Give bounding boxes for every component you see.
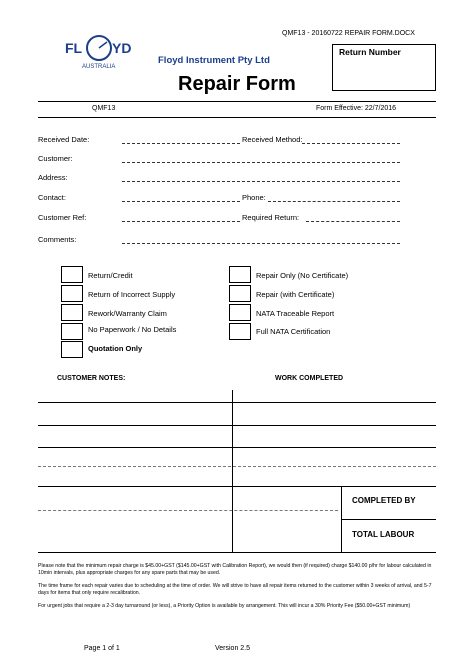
notes-row-line (38, 486, 436, 487)
return-number-label: Return Number (339, 47, 401, 57)
checkbox-no-paperwork[interactable] (61, 323, 83, 340)
comments-label: Comments: (38, 235, 77, 244)
comments-field[interactable] (122, 243, 400, 244)
page-number: Page 1 of 1 (84, 645, 120, 652)
page-title: Repair Form (178, 73, 296, 95)
received-method-label: Received Method: (242, 135, 303, 144)
option-incorrect-supply: Return of Incorrect Supply (88, 290, 176, 299)
checkbox-quotation-only[interactable] (61, 341, 83, 358)
svg-text:FL: FL (65, 40, 83, 56)
company-name: Floyd Instrument Pty Ltd (158, 55, 270, 66)
notes-row-line (38, 425, 436, 426)
checkbox-return-credit[interactable] (61, 266, 83, 283)
required-return-label: Required Return: (242, 213, 300, 222)
customer-field[interactable] (122, 162, 400, 163)
notes-row-line (38, 402, 436, 403)
received-date-field[interactable] (122, 143, 240, 144)
option-no-paperwork: No Paperwork / No Details (88, 325, 177, 334)
checkbox-incorrect-supply[interactable] (61, 285, 83, 302)
form-effective: Form Effective: 22/7/2016 (316, 105, 397, 112)
checkbox-rework-warranty[interactable] (61, 304, 83, 321)
work-completed-heading: WORK COMPLETED (275, 375, 344, 382)
checkbox-full-nata[interactable] (229, 323, 251, 340)
version: Version 2.5 (215, 645, 251, 652)
option-rework-warranty: Rework/Warranty Claim (88, 309, 167, 318)
total-labour-label: TOTAL LABOUR (352, 530, 415, 539)
required-return-field[interactable] (306, 221, 400, 222)
svg-text:AUSTRALIA: AUSTRALIA (82, 64, 116, 70)
notes-table-bottom (38, 552, 436, 553)
completed-by-label: COMPLETED BY (352, 496, 416, 505)
option-repair-with-cert: Repair (with Certificate) (256, 290, 335, 299)
contact-field[interactable] (122, 201, 240, 202)
address-label: Address: (38, 173, 68, 182)
customer-notes-heading: CUSTOMER NOTES: (57, 375, 126, 382)
customer-label: Customer: (38, 154, 73, 163)
return-number-box[interactable] (332, 44, 436, 91)
footer-note-priority: For urgent jobs that require a 2-3 day turnaround (or less), a Priority Option is available by arrangement. This will incur a 30% Priority Fee ($50.00+GST minimum) (38, 603, 411, 609)
checkbox-nata-traceable[interactable] (229, 304, 251, 321)
phone-label: Phone: (242, 193, 266, 202)
option-repair-only: Repair Only (No Certificate) (256, 271, 349, 280)
file-name: QMF13 - 20160722 REPAIR FORM.DOCX (282, 30, 415, 37)
contact-label: Contact: (38, 193, 66, 202)
received-method-field[interactable] (302, 143, 400, 144)
option-full-nata: Full NATA Certification (256, 327, 331, 336)
footer-note-time-frame: The time frame for each repair varies due to scheduling at the time of order. We will strive to have all repair items returned to the customer within 3 weeks of arrival, and 5-7 days for items that only require recalibration. (38, 583, 432, 596)
notes-row-line (38, 510, 338, 511)
option-return-credit: Return/Credit (88, 271, 133, 280)
customer-ref-field[interactable] (122, 221, 240, 222)
checkbox-repair-only[interactable] (229, 266, 251, 283)
svg-text:YD: YD (112, 40, 132, 56)
footer-note-minimum-charge: Please note that the minimum repair charge is $45.00+GST ($145.00+GST with Calibration Report), we would then (if required) charge $140.00 p/hr for labour calculated in 10min intervals, plus appropriate charges for any spare parts that may be used. (38, 563, 432, 576)
floyd-logo (63, 34, 135, 74)
meta-bar (38, 101, 436, 118)
notes-row-line (38, 466, 436, 467)
notes-row-line (38, 447, 436, 448)
option-quotation-only: Quotation Only (88, 344, 143, 353)
customer-ref-label: Customer Ref: (38, 213, 87, 222)
phone-field[interactable] (268, 201, 400, 202)
address-field[interactable] (122, 181, 400, 182)
received-date-label: Received Date: (38, 135, 90, 144)
form-code: QMF13 (92, 105, 116, 112)
option-nata-traceable: NATA Traceable Report (256, 309, 335, 318)
notes-column-divider (232, 390, 233, 552)
totals-row-line (341, 519, 436, 520)
checkbox-repair-with-cert[interactable] (229, 285, 251, 302)
